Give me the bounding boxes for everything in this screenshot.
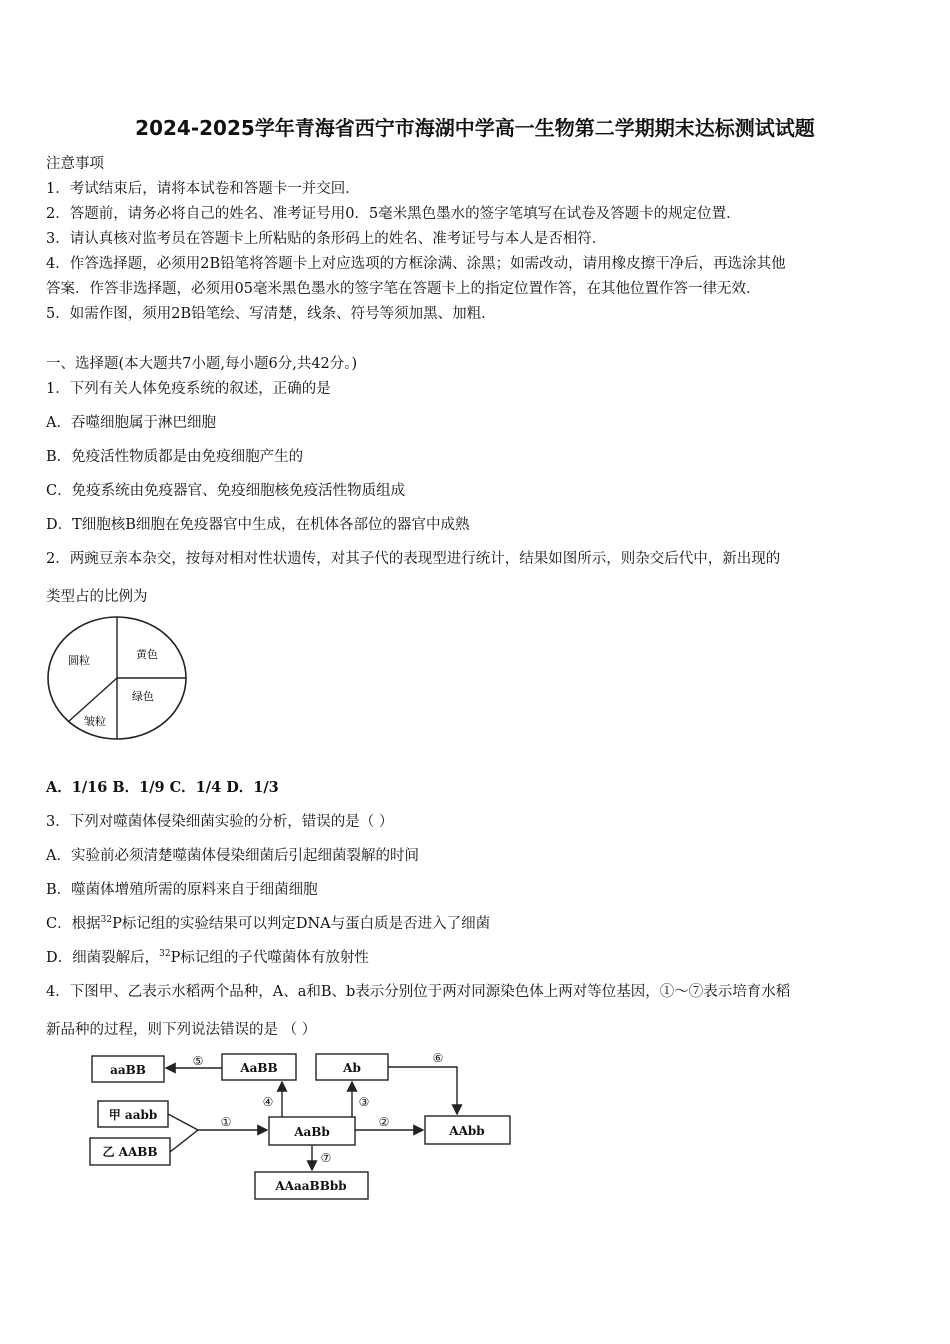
- question-2-stem: 2．两豌豆亲本杂交，按每对相对性状遗传，对其子代的表现型进行统计，结果如图所示，则杂交后代中，新出现的: [46, 551, 781, 567]
- pie-label-wrinkled: 皱粒: [84, 715, 106, 728]
- step-label-1: ①: [220, 1115, 232, 1129]
- label-yi: 乙 AABB: [102, 1145, 158, 1159]
- option-d-prefix: D．细菌裂解后，: [46, 950, 160, 966]
- question-3-option-d: [46, 946, 369, 967]
- question-1-option-c: C．免疫系统由免疫器官、免疫细胞核免疫活性物质组成: [46, 483, 406, 499]
- label-AaBB: AaBB: [240, 1061, 278, 1075]
- step-label-5: ⑤: [192, 1054, 204, 1068]
- step-label-2: ②: [378, 1115, 390, 1129]
- pie-label-round: 圆粒: [68, 654, 90, 667]
- step-label-4: ④: [262, 1095, 274, 1109]
- isotope-mass-number: 32: [159, 949, 171, 960]
- page-title: 2024-2025学年青海省西宁市海湖中学高一生物第二学期期末达标测试试题: [135, 116, 815, 140]
- option-d-text: P标记组的子代噬菌体有放射性: [170, 950, 369, 966]
- label-aaBB: aaBB: [110, 1063, 146, 1077]
- notice-item: 1．考试结束后，请将本试卷和答题卡一并交回．: [46, 181, 360, 197]
- question-4-stem: 4．下图甲、乙表示水稻两个品种，A、a和B、b表示分别位于两对同源染色体上两对等位基因，①～⑦表示培育水稻: [46, 984, 791, 1000]
- notice-item: 2．答题前，请务必将自己的姓名、准考证号用0．5毫米黑色墨水的签字笔填写在试卷及答题卡的规定位置．: [46, 206, 741, 222]
- notice-item: 5．如需作图，须用2B铅笔绘、写清楚，线条、符号等须加黑、加粗．: [46, 306, 496, 322]
- question-1-stem: 1．下列有关人体免疫系统的叙述，正确的是: [46, 381, 331, 397]
- question-1-option-b: B．免疫活性物质都是由免疫细胞产生的: [46, 449, 304, 465]
- isotope-mass-number: 32: [100, 915, 113, 926]
- notice-item: 3．请认真核对监考员在答题卡上所粘贴的条形码上的姓名、准考证号与本人是否相符．: [46, 231, 607, 247]
- phenotype-pie-chart: [42, 612, 192, 748]
- merge-bracket: [168, 1114, 198, 1152]
- label-AAaaBBbb: AAaaBBbb: [275, 1179, 347, 1193]
- notice-item: 4．作答选择题，必须用2B铅笔将答题卡上对应选项的方框涂满、涂黑；如需改动，请用橡皮擦干净后，再选涂其他: [46, 256, 786, 272]
- notice-item: 答案．作答非选择题，必须用05毫米黑色墨水的签字笔在答题卡上的指定位置作答，在其他位置作答一律无效．: [46, 281, 761, 297]
- label-jia: 甲 aabb: [108, 1108, 158, 1122]
- question-2-options: A．1/16 B．1/9 C．1/4 D．1/3: [46, 779, 279, 796]
- label-Ab: Ab: [343, 1061, 361, 1075]
- pie-label-green: 绿色: [132, 690, 154, 703]
- label-AaBb: AaBb: [294, 1125, 330, 1139]
- question-1-option-d: D．T细胞核B细胞在免疫器官中生成，在机体各部位的器官中成熟: [46, 517, 470, 533]
- step-label-7: ⑦: [320, 1151, 332, 1165]
- breeding-flow-diagram: [84, 1048, 524, 1208]
- question-2-stem-cont: 类型占的比例为: [46, 589, 148, 605]
- option-c-text: P标记组的实验结果可以判定DNA与蛋白质是否进入了细菌: [112, 916, 491, 932]
- question-3-stem: 3．下列对噬菌体侵染细菌实验的分析，错误的是（ ）: [46, 814, 394, 830]
- section-heading: 一、选择题(本大题共7小题,每小题6分,共42分。): [46, 356, 358, 372]
- pie-label-yellow: 黄色: [136, 648, 158, 661]
- option-c-prefix: C．根据: [46, 916, 101, 932]
- notice-heading: 注意事项: [46, 156, 104, 172]
- question-3-option-a: A．实验前必须清楚噬菌体侵染细菌后引起细菌裂解的时间: [46, 848, 419, 864]
- step-label-3: ③: [358, 1095, 370, 1109]
- step-label-6: ⑥: [432, 1051, 444, 1065]
- question-4-stem-cont: 新品种的过程，则下列说法错误的是 （ ）: [46, 1022, 317, 1038]
- question-3-option-b: B．噬菌体增殖所需的原料来自于细菌细胞: [46, 882, 318, 898]
- question-1-option-a: A．吞噬细胞属于淋巴细胞: [46, 415, 216, 431]
- question-3-option-c: [46, 912, 490, 933]
- label-AAbb: AAbb: [449, 1124, 485, 1138]
- arrow-step-6: [388, 1067, 457, 1114]
